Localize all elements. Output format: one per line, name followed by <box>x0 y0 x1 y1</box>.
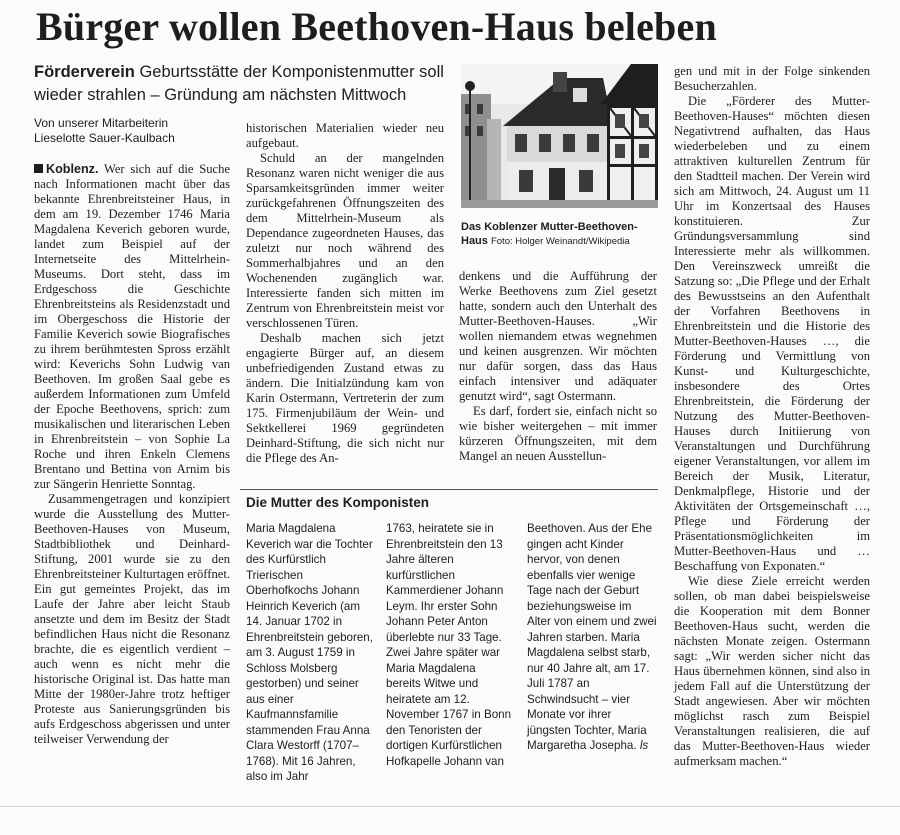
article-column-2 <box>246 121 444 466</box>
article-paragraph: Wie diese Ziele erreicht werden sollen, ob man dabei beispielsweise die Kooperation mit dem Bonner Beethoven-Haus sucht, werden die nächsten Monate zeigen. Ostermann sagt: „Wir werden sicher nicht das Haus übernehmen können, sind also in jedem Fall auf die Unterstützung der Stadt angewiesen. Aber wir möchten möglichst rasch zum Beispiel Veranstaltungen realisieren, die auf das Mutter-Beethoven-Haus wieder aufmerksam machen.“ <box>674 574 870 768</box>
article-paragraph: Koblenz. Wer sich auf die Suche nach Informationen macht über das bekannte Ehrenbreitsteiner Haus, in dem am 19. Dezember 1746 Maria Magdalena Keverich geboren wurde, landet zum Beispiel auf der Internetseite des Mittelrhein-Museums. Dort steht, dass im Erdgeschoss die Geschichte Ehrenbreitsteins als Residenzstadt und im Obergeschoss die Historie der Familie Keverich sowie Biografisches zu ihrem berühmtesten Spross erzählt wird: Keverichs Sohn Ludwig van Beethoven. Im großen Saal gebe es außerdem Informationen zum Umfeld der Epoche Beethovens, sprich: zum musikalischen und literarischen Leben in Ehrenbreitstein – von Sophie La Roche und ihren Enkeln Clemens Brentano und Bettina von Arnim bis zur Sängerin Henriette Sonntag. <box>34 162 230 491</box>
photo-credit: Foto: Holger Weinandt/Wikipedia <box>490 236 630 247</box>
building-photo <box>461 64 658 208</box>
article-paragraph: Deshalb machen sich jetzt engagierte Bürger auf, an diesem unbefriedigenden Zustand etwas zu ändern. Die Initialzündung kam von Karin Ostermann, Vertreterin der zum 175. Firmenjubiläum der Wein- und Sektkellerei 1969 gegründeten Deinhard-Stiftung, die sich nicht nur die Pflege des An- <box>246 331 444 465</box>
subhead-text: Geburtsstätte der Komponistenmutter soll wieder strahlen – Gründung am nächsten Mittwoch <box>34 63 444 104</box>
author-signature: ls <box>639 739 649 752</box>
square-bullet-icon <box>34 164 43 173</box>
caption-text: Das Koblenzer Mutter-Beethoven-Haus <box>461 221 638 247</box>
article-paragraph: Die „Förderer des Mutter-Beethoven-Hauses“ möchten diesen Negativtrend aufhalten, das Haus wiederbeleben und zu einem attraktiven kulturellen Zentrum für den Stadtteil machen. Der Verein wird sich am Mittwoch, 24. August um 11 Uhr im Konzertsaal des Hauses konstituieren. Zur Gründungsversammlung sind Interessierte mehr als willkommen. Den Vereinszweck umreißt die Satzung so: „Die Pflege und der Erhalt des Bewusstseins an den Aufenthalt der Vorfahren Beethovens in Ehrenbreitstein und die Historie des Mutter-Beethoven-Hauses …, die Förderung und Vermittlung von Kunst- und Kulturgeschichte, insbesondere des Ortes Ehrenbreitstein, die Förderung der Nutzung des Mutter-Beethoven-Hauses durch Initiierung von Veranstaltungen und Durchführung eigener Veranstaltungen, vor allem im Bereich der Musik, Literatur, Denkmalpflege, Historie und der Aktivitäten der Ortsgemeinschaft …, Pflege und Förderung der Präsentationsmöglichkeiten im Mutter-Beethoven-Haus und … Beschaffung von Exponaten.“ <box>674 94 870 573</box>
box-column-2 <box>386 521 512 769</box>
building-photo-icon <box>461 64 658 208</box>
article-paragraph: Es darf, fordert sie, einfach nicht so wie bisher weitergehen – mit immer kürzeren Öffnungszeiten, mit dem Mangel an neuen Ausstellun- <box>459 404 657 463</box>
subheadline <box>34 61 454 107</box>
scan-edge-line <box>0 806 900 807</box>
article-column-1 <box>34 162 230 747</box>
article-paragraph: Zusammengetragen und konzipiert wurde die Ausstellung des Mutter-Beethoven-Hauses von Museum, Stadtbibliothek und Deinhard-Stiftung, 2001 wurde sie zu den Ehrenbreitsteiner Kulturtagen eröffnet. Ein gut gemeintes Projekt, das im Laufe der Jahre aber leicht Staub ansetzte und dem im Besitz der Stadt befindlichen Haus nicht die Resonanz brachte, die es eigentlich verdient – auch wenn es nicht mehr die historische Original ist. Das hatte man Mitte der 1980er-Jahre trotz heftiger Proteste aus Sanierungsgründen bis aufs Erdgeschoss abgerissen und unter teilweiser Verwendung der <box>34 492 230 746</box>
article-paragraph: Schuld an der mangelnden Resonanz waren nicht weniger die aus Sparsamkeitsgründen immer weiter zurückgefahrenen Öffnungszeiten des dem Mittelrhein-Museum als Dependance zugeordneten Hauses, das zuletzt nur noch während des Sommerhalbjahres und an den Wochenenden zugänglich war. Interessierte fanden sich mitten im Zentrum von Ehrenbreitstein meist vor verschlossenen Türen. <box>246 151 444 330</box>
byline <box>34 116 244 146</box>
photo-caption <box>461 220 661 249</box>
box-top-rule <box>240 489 658 490</box>
box-title: Die Mutter des Komponisten <box>246 495 430 510</box>
subhead-kicker: Förderverein <box>34 63 135 81</box>
dateline-location: Koblenz. <box>46 162 99 176</box>
byline-line1: Von unserer Mitarbeiterin <box>34 116 169 130</box>
box-text: Maria Magdalena Keverich war die Tochter des Kurfürstlich Trierischen Oberhofkochs Johann Heinrich Keverich (am 14. Januar 1702 in Ehrenbreitstein geboren, am 3. August 1759 in Schloss Molsberg gestorben) und seiner aus einer Kaufmannsfamilie stammenden Frau Anna Clara Westorff (1707–1768). Mit 16 Jahren, also im Jahr <box>246 522 373 783</box>
article-paragraph: gen und mit in der Folge sinkenden Besucherzahlen. <box>674 64 870 93</box>
byline-author: Lieselotte Sauer-Kaulbach <box>34 131 175 145</box>
article-column-3 <box>459 269 657 464</box>
box-text: 1763, heiratete sie in Ehrenbreitstein den 13 Jahre älteren kurfürstlichen Kammerdiener Johann Leym. Ihr erster Sohn Johann Peter Anton überlebte nur 33 Tage. Zwei Jahre später war Maria Magdalena bereits Witwe und heiratete am 12. November 1767 in Bonn den Tenoristen der dortigen Kurfürstlichen Hofkapelle Johann van <box>386 522 512 768</box>
headline: Bürger wollen Beethoven-Haus beleben <box>36 4 717 49</box>
article-column-4 <box>674 64 870 769</box>
article-paragraph: denkens und die Aufführung der Werke Beethovens zum Ziel gesetzt hatte, sondern auch den Unterhalt des Mutter-Beethoven-Hauses. „Wir wollen niemandem etwas wegnehmen und keinen ausgrenzen. Wir möchten nur dafür sorgen, dass das Haus einfach intensiver und adäquater genutzt wird“, sagt Ostermann. <box>459 269 657 403</box>
box-column-3 <box>527 521 657 754</box>
box-text: Beethoven. Aus der Ehe gingen acht Kinder hervor, von denen ebenfalls vier wenige Tage nach der Geburt beziehungsweise im Alter von einem und zwei Jahren starben. Maria Magdalena selbst starb, nur 40 Jahre alt, am 17. Juli 1787 an Schwindsucht – vier Monate vor ihrer jüngsten Tochter, Maria Margaretha Josepha. ls <box>527 522 657 752</box>
article-paragraph: historischen Materialien wieder neu aufgebaut. <box>246 121 444 150</box>
box-column-1 <box>246 521 376 785</box>
